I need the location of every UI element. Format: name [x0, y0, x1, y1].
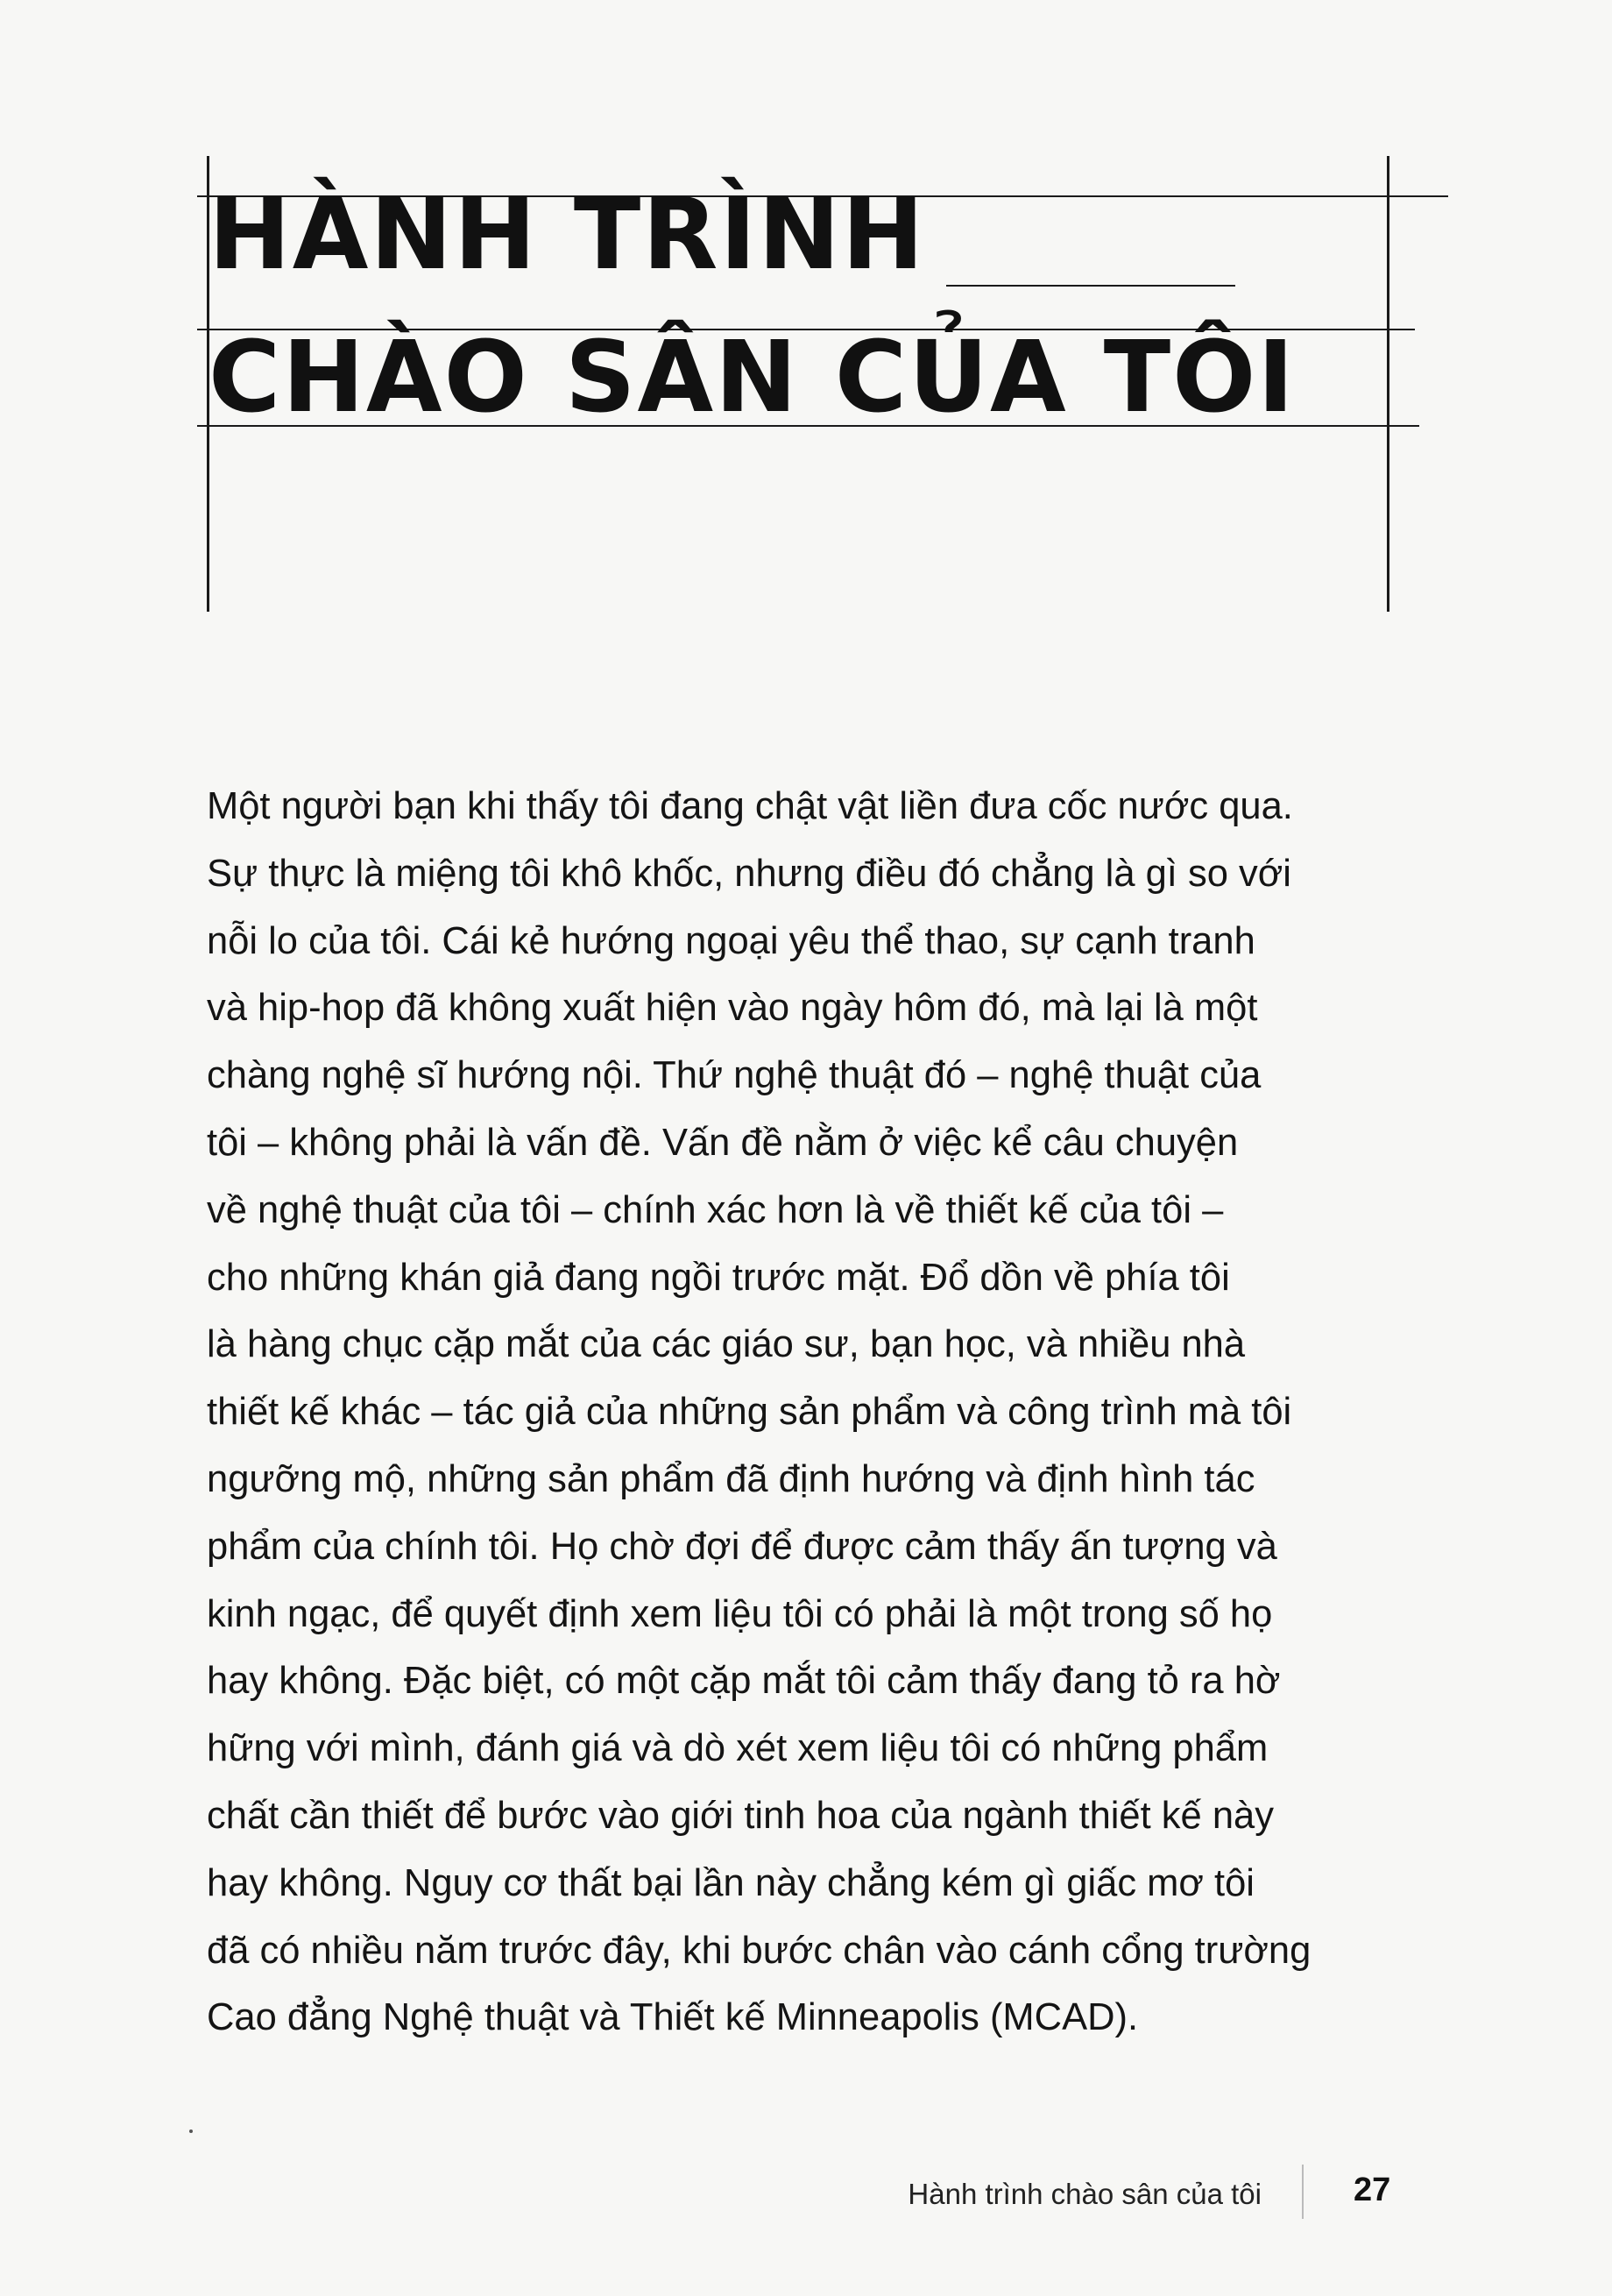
body-line: hay không. Nguy cơ thất bại lần này chẳng kém gì giấc mơ tôi: [207, 1861, 1255, 1904]
body-line: tôi – không phải là vấn đề. Vấn đề nằm ở việc kể câu chuyện: [207, 1121, 1239, 1164]
body-line: nỗi lo của tôi. Cái kẻ hướng ngoại yêu thể thao, sự cạnh tranh: [207, 919, 1255, 962]
body-line: về nghệ thuật của tôi – chính xác hơn là về thiết kế của tôi –: [207, 1188, 1224, 1231]
page-number: 27: [1354, 2172, 1391, 2208]
body-line: Sự thực là miệng tôi khô khốc, nhưng điều đó chẳng là gì so với: [207, 852, 1291, 895]
body-line: chàng nghệ sĩ hướng nội. Thứ nghệ thuật đó – nghệ thuật của: [207, 1054, 1262, 1097]
body-line: hay không. Đặc biệt, có một cặp mắt tôi cảm thấy đang tỏ ra hờ: [207, 1660, 1281, 1703]
frame-line-right: [1387, 156, 1389, 612]
body-line: phẩm của chính tôi. Họ chờ đợi để được cảm thấy ấn tượng và: [207, 1525, 1277, 1568]
body-line: thiết kế khác – tác giả của những sản phẩm và công trình mà tôi: [207, 1391, 1292, 1434]
body-line: và hip-hop đã không xuất hiện vào ngày hôm đó, mà lại là một: [207, 987, 1258, 1030]
footer-divider: [1302, 2165, 1304, 2219]
body-line: cho những khán giả đang ngồi trước mặt. Đổ dồn về phía tôi: [207, 1256, 1230, 1299]
body-paragraph: [207, 773, 1398, 2052]
body-line: chất cần thiết để bước vào giới tinh hoa của ngành thiết kế này: [207, 1794, 1274, 1837]
body-line: ngưỡng mộ, những sản phẩm đã định hướng và định hình tác: [207, 1457, 1255, 1500]
body-line: đã có nhiều năm trước đây, khi bước chân vào cánh cổng trường: [207, 1929, 1312, 1972]
body-line: kinh ngạc, để quyết định xem liệu tôi có phải là một trong số họ: [207, 1592, 1273, 1635]
frame-line-middle-short: [946, 285, 1235, 287]
body-line: Một người bạn khi thấy tôi đang chật vật liền đưa cốc nước qua.: [207, 785, 1293, 827]
chapter-title-line-1: HÀNH TRÌNH: [209, 178, 926, 292]
chapter-title-line-2: CHÀO SÂN CỦA TÔI: [209, 321, 1296, 435]
footer-dot: [189, 2129, 193, 2133]
body-line: Cao đẳng Nghệ thuật và Thiết kế Minneapolis (MCAD).: [207, 1996, 1139, 2039]
body-line: là hàng chục cặp mắt của các giáo sư, bạn học, và nhiều nhà: [207, 1323, 1246, 1366]
body-line: hững với mình, đánh giá và dò xét xem liệu tôi có những phẩm: [207, 1727, 1269, 1770]
running-title: Hành trình chào sân của tôi: [908, 2178, 1262, 2210]
